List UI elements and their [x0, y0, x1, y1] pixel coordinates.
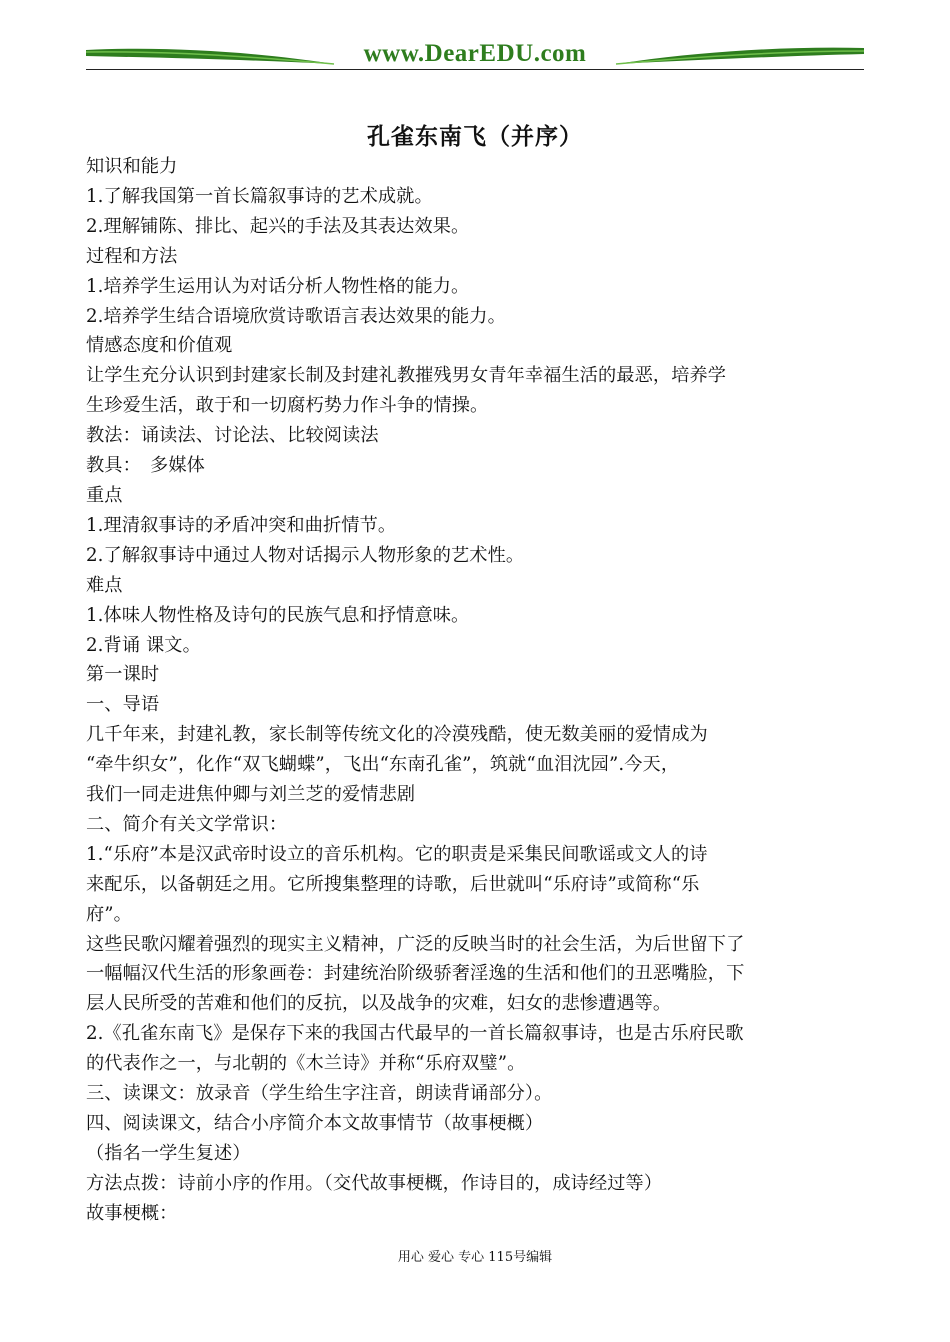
text-line: 层人民所受的苦难和他们的反抗，以及战争的灾难，妇女的悲惨遭遇等。	[86, 993, 672, 1015]
text-line: 过程和方法	[86, 245, 178, 267]
page-header	[86, 38, 864, 70]
text-line: 一幅幅汉代生活的形象画卷：封建统治阶级骄奢淫逸的生活和他们的丑恶嘴脸，下	[86, 963, 745, 985]
text-line: 来配乐，以备朝廷之用。它所搜集整理的诗歌，后世就叫“乐府诗”或简称“乐	[86, 873, 700, 895]
page-footer: 用心 爱心 专心 115号编辑	[397, 1250, 553, 1265]
text-line: 府”。	[86, 903, 132, 925]
document-title: 孔雀东南飞（并序）	[367, 123, 583, 150]
text-line: 难点	[86, 574, 123, 596]
text-line: 1.理清叙事诗的矛盾冲突和曲折情节。	[86, 514, 397, 536]
text-line: 1.体味人物性格及诗句的民族气息和抒情意味。	[86, 604, 470, 626]
site-logo-text: www.DearEDU.com	[363, 40, 587, 67]
text-line: 二、简介有关文学常识：	[86, 813, 288, 835]
text-line: 教法：诵读法、讨论法、比较阅读法	[86, 425, 379, 447]
text-line: 1.“乐府”本是汉武帝时设立的音乐机构。它的职责是采集民间歌谣或文人的诗	[86, 843, 708, 865]
text-line: 一、导语	[86, 694, 160, 716]
text-line: 第一课时	[86, 664, 160, 686]
text-line: 的代表作之一，与北朝的《木兰诗》并称“乐府双璧”。	[86, 1053, 526, 1075]
text-line: 2.《孔雀东南飞》是保存下来的我国古代最早的一首长篇叙事诗，也是古乐府民歌	[86, 1023, 744, 1045]
text-line: 生珍爱生活，敢于和一切腐朽势力作斗争的情操。	[86, 395, 489, 417]
text-line: 重点	[86, 484, 123, 506]
text-line: 1.培养学生运用认为对话分析人物性格的能力。	[86, 275, 470, 297]
text-line: “牵牛织女”，化作“双飞蝴蝶”，飞出“东南孔雀”，筑就“血泪沈园”.今天，	[86, 754, 680, 776]
text-line: 几千年来，封建礼教，家长制等传统文化的冷漠残酷，使无数美丽的爱情成为	[86, 724, 708, 746]
text-line: 让学生充分认识到封建家长制及封建礼教摧残男女青年幸福生活的最恶，培养学	[86, 365, 727, 387]
header-rule	[86, 69, 864, 70]
text-line: 这些民歌闪耀着强烈的现实主义精神，广泛的反映当时的社会生活，为后世留下了	[86, 933, 745, 955]
text-line: 我们一同走进焦仲卿与刘兰芝的爱情悲剧	[86, 784, 416, 806]
text-line: 2.培养学生结合语境欣赏诗歌语言表达效果的能力。	[86, 305, 506, 327]
text-line: （指名一学生复述）	[86, 1142, 251, 1164]
text-line: 1.了解我国第一首长篇叙事诗的艺术成就。	[86, 185, 433, 207]
text-line: 2.理解铺陈、排比、起兴的手法及其表达效果。	[86, 215, 470, 237]
text-line: 教具： 多媒体	[86, 455, 205, 477]
text-line: 四、阅读课文，结合小序简介本文故事情节（故事梗概）	[86, 1113, 544, 1134]
document-body	[86, 152, 864, 1229]
text-line: 2.背诵 课文。	[86, 634, 201, 656]
text-line: 情感态度和价值观	[86, 335, 233, 357]
text-line: 知识和能力	[86, 156, 178, 177]
text-line: 三、读课文：放录音（学生给生字注音，朗读背诵部分）。	[86, 1083, 553, 1105]
text-line: 2.了解叙事诗中通过人物对话揭示人物形象的艺术性。	[86, 544, 525, 566]
text-line: 故事梗概：	[86, 1202, 178, 1224]
text-line: 方法点拨：诗前小序的作用。（交代故事梗概，作诗目的，成诗经过等）	[86, 1172, 663, 1194]
